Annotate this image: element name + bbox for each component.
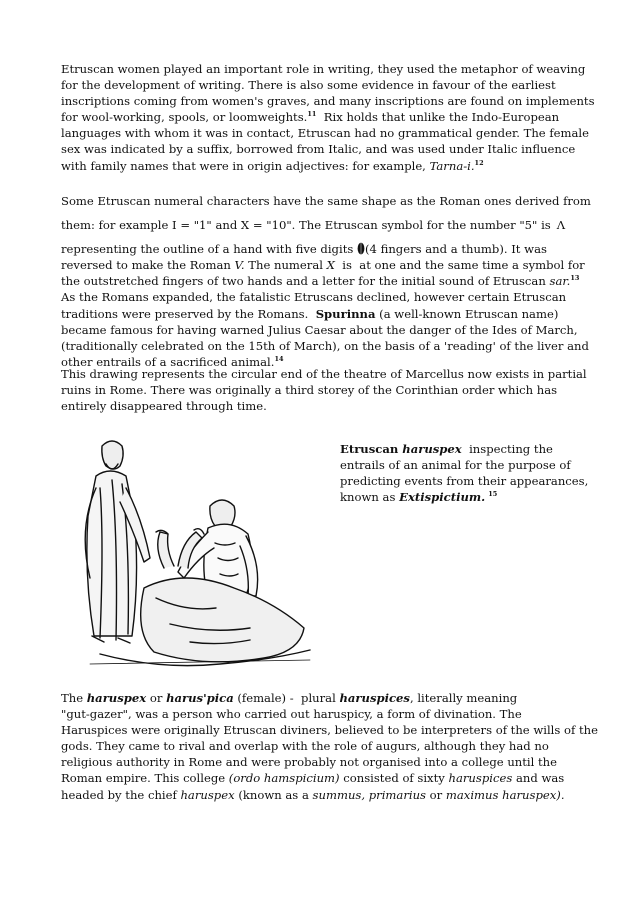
illustration-caption [340, 441, 590, 505]
italic-term: Tarna-i. [429, 158, 475, 173]
text-line: Etruscan women played an important role in writing, they used the metaphor of weaving [61, 62, 586, 76]
text-line [61, 273, 581, 289]
text-line [61, 306, 581, 322]
bold-italic-term: haruspices [339, 691, 410, 705]
text-line [61, 770, 581, 786]
text-run: representing the outline of a hand with five digits [61, 242, 357, 257]
text-line: This drawing represents the circular end of the theatre of Marcellus now exists in partial [61, 367, 587, 381]
text-line: Haruspices were originally Etruscan diviners, believed to be interpreters of the wills of the [61, 723, 598, 738]
text-run: The [61, 691, 87, 705]
haruspex-illustration [60, 428, 335, 683]
etruscan-five-symbol: Λ [556, 218, 566, 233]
italic-term: V. [234, 258, 245, 273]
text-run: (known as a [234, 787, 313, 802]
text-line [61, 217, 581, 233]
footnote-ref-13: 13 [570, 274, 580, 283]
italic-term: haruspex [180, 787, 235, 802]
text-line: sex was indicated by a suffix, borrowed from Italic, and was used under Italic influence [61, 142, 576, 157]
caption-term: haruspex [402, 442, 462, 456]
text-run: Rix holds that unlike the Indo-European [316, 110, 560, 125]
text-run: traditions were preserved by the Romans. [61, 306, 316, 321]
italic-term: (ordo hamspicium) [228, 771, 340, 786]
text-run: (a well-known Etruscan name) [375, 306, 559, 321]
text-line: inscriptions coming from women's graves, and many inscriptions are found on implements [61, 94, 595, 109]
text-run: other entrails of a sacrificed animal. [61, 354, 275, 369]
text-run: headed by the chief [61, 787, 181, 802]
text-line [61, 787, 581, 803]
text-run: or [146, 691, 167, 705]
caption-line [340, 441, 590, 457]
paragraph-women-writing [61, 61, 595, 174]
paragraph-theatre [61, 366, 587, 414]
caption-title: Etruscan [340, 442, 403, 456]
caption-line: entrails of an animal for the purpose of [340, 458, 571, 473]
bold-italic-term: haruspex [86, 691, 147, 705]
text-run: with family names that were in origin adjectives: for example, [61, 158, 430, 173]
text-run: known as [340, 490, 400, 505]
paragraph-numerals [61, 193, 591, 370]
text-run: them: for example I = "1" and X = "10". The Etruscan symbol for the number "5" is [61, 218, 551, 233]
footnote-ref-11: 11 [307, 110, 317, 119]
text-line: ruins in Rome. There was originally a third storey of the Corinthian order which has [61, 383, 558, 398]
italic-term: haruspices [448, 771, 513, 786]
text-line: became famous for having warned Julius Caesar about the danger of the Ides of March, [61, 322, 578, 337]
footnote-ref-12: 12 [474, 158, 484, 167]
caption-line: predicting events from their appearances, [340, 474, 589, 489]
paragraph-haruspex [61, 690, 598, 803]
text-line: gods. They came to rival and overlap with the role of augurs, although they had no [61, 739, 549, 754]
text-line: "gut-gazer", was a person who carried out haruspicy, a form of divination. The [61, 707, 522, 722]
text-line: for the development of writing. There is also some evidence in favour of the earliest [61, 78, 556, 93]
text-run: and was [512, 771, 565, 786]
italic-term: sar. [549, 274, 571, 289]
text-run: Roman empire. This college [61, 771, 229, 786]
italic-term: X [326, 258, 335, 273]
caption-term: Extispictium. [399, 490, 486, 505]
text-line: entirely disappeared through time. [61, 399, 267, 414]
text-run: consisted of sixty [339, 771, 449, 786]
text-run: or [425, 787, 446, 802]
italic-term: maximus haruspex). [445, 787, 565, 802]
text-run: is at one and the same time a symbol for [334, 258, 585, 273]
footnote-ref-14: 14 [274, 354, 284, 363]
text-line [61, 158, 581, 174]
text-line [61, 241, 581, 257]
italic-term: summus, primarius [312, 787, 426, 802]
text-run: , literally meaning [409, 691, 518, 705]
text-line [61, 109, 581, 125]
text-line [61, 257, 585, 273]
text-line: languages with whom it was in contact, Etruscan had no grammatical gender. The female [61, 126, 589, 141]
text-line: As the Romans expanded, the fatalistic Etruscans declined, however certain Etruscan [61, 290, 567, 305]
caption-line [340, 489, 590, 505]
footnote-ref-15: 15 [488, 490, 498, 499]
text-line: religious authority in Rome and were probably not organised into a college until the [61, 755, 558, 770]
text-run: (female) - plural [233, 691, 340, 705]
bold-term: Spurinna [315, 306, 376, 321]
hand-icon [357, 242, 365, 255]
text-run: (4 fingers and a thumb). It was [365, 242, 547, 257]
text-line: Some Etruscan numeral characters have the same shape as the Roman ones derived from [61, 194, 591, 208]
text-run: for wool-working, spools, or loomweights. [61, 110, 308, 125]
text-run: the outstretched fingers of two hands and a letter for the initial sound of Etruscan [61, 274, 550, 289]
text-run: inspecting the [461, 442, 553, 456]
text-line [61, 690, 581, 706]
bold-italic-term: harus'pica [166, 691, 234, 705]
text-line: (traditionally celebrated on the 15th of March), on the basis of a 'reading' of the liver and [61, 338, 589, 353]
text-run: reversed to make the Roman [61, 258, 235, 273]
text-run: The numeral [244, 258, 327, 273]
